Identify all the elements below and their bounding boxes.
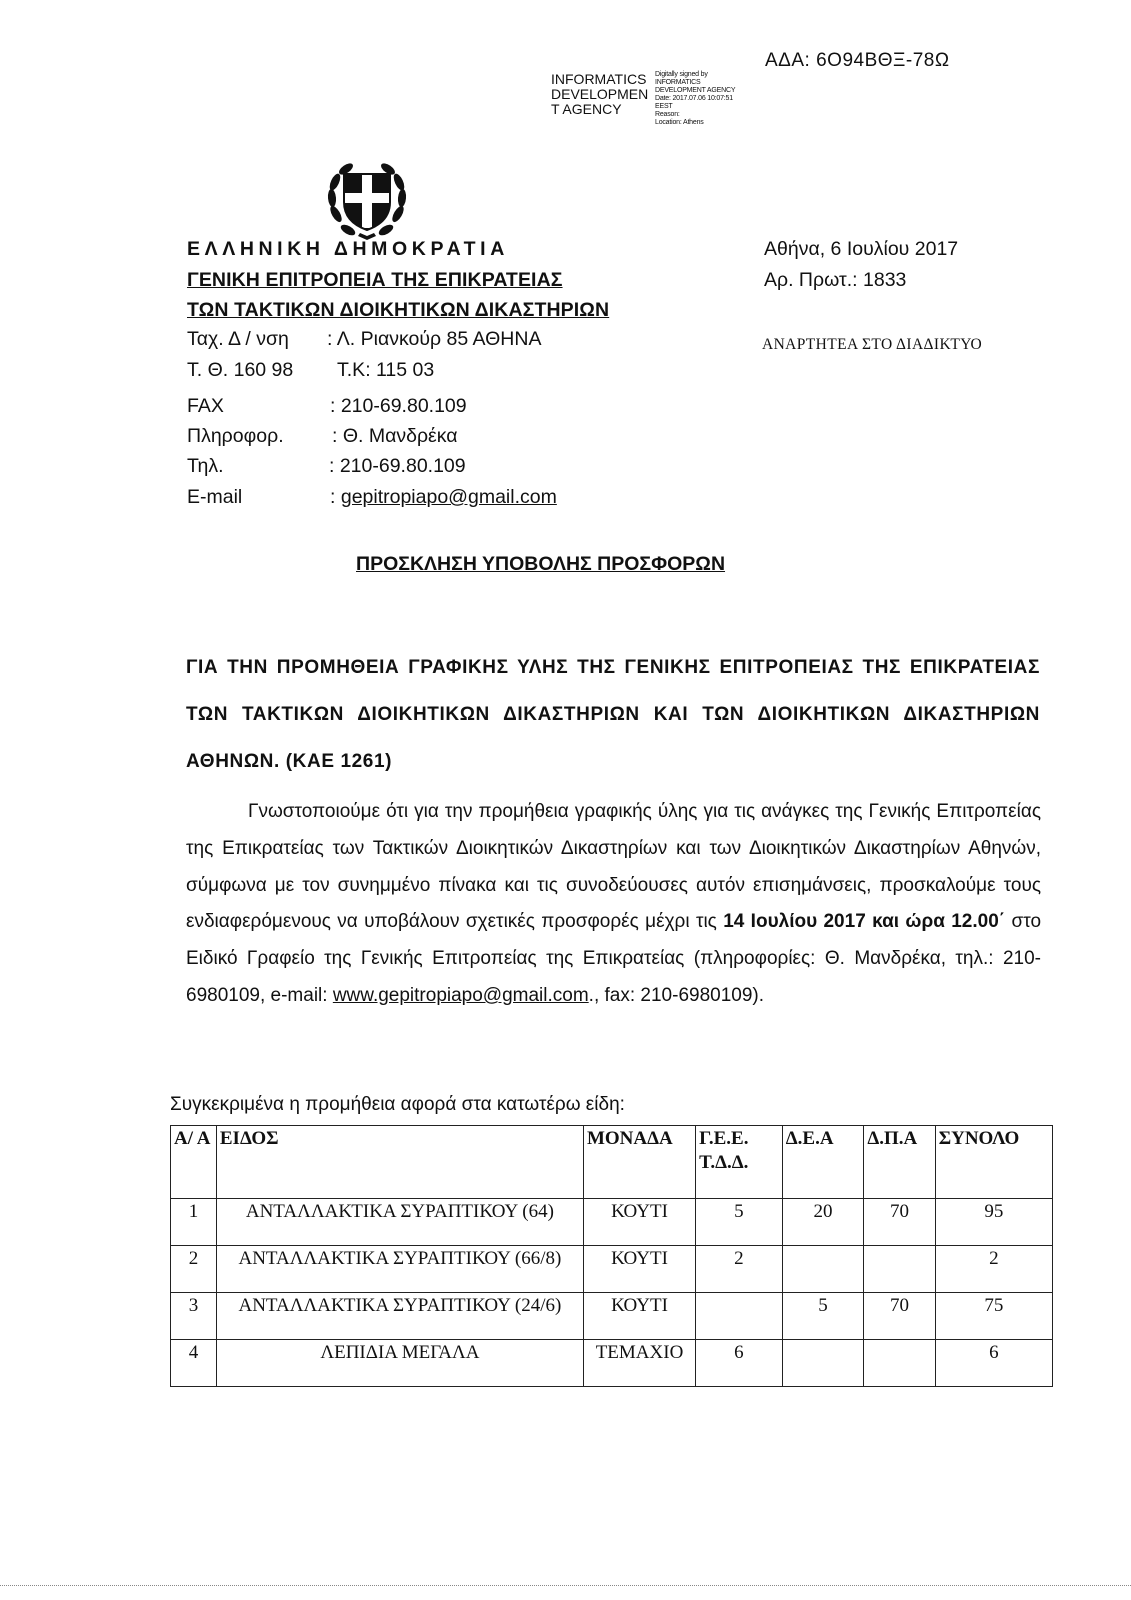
table-row (171, 1340, 1053, 1387)
cell-item: ΑΝΤΑΛΛΑΚΤΙΚΑ ΣΥΡΑΠΤΙΚΟΥ (66/8) (216, 1246, 583, 1293)
cell-unit: ΚΟΥΤΙ (583, 1246, 695, 1293)
cell-total: 6 (935, 1340, 1052, 1387)
cell-gee: 6 (696, 1340, 783, 1387)
cell-aa: 4 (171, 1340, 217, 1387)
table-header-row (171, 1126, 1053, 1199)
country-heading: ΕΛΛΗΝΙΚΗ ΔΗΜΟΚΡΑΤΙΑ (187, 238, 509, 260)
header-unit: ΜΟΝΑΔΑ (583, 1126, 695, 1199)
cell-total: 2 (935, 1246, 1052, 1293)
postal-code-value: Τ.Κ: 115 03 (337, 359, 435, 381)
phone-value: : 210-69.80.109 (329, 455, 466, 477)
email-colon: : (330, 486, 341, 508)
cell-unit: ΤΕΜΑΧΙΟ (583, 1340, 695, 1387)
header-dpa: Δ.Π.Α (864, 1126, 935, 1199)
header-total: ΣΥΝΟΛΟ (935, 1126, 1052, 1199)
info-label: Πληροφορ. (187, 425, 284, 447)
cell-dea: 5 (782, 1293, 864, 1340)
signer-line: DEVELOPMEN (551, 86, 649, 102)
signer-line: T AGENCY (551, 101, 622, 117)
cell-item: ΛΕΠΙΔΙΑ ΜΕΓΑΛΑ (216, 1340, 583, 1387)
signature-detail: EEST (655, 103, 673, 110)
table-row (171, 1199, 1053, 1246)
header-dea: Δ.Ε.Α (782, 1126, 864, 1199)
po-box-label: Τ. Θ. 160 98 (187, 359, 294, 381)
posting-notice: ΑΝΑΡΤΗΤΕΑ ΣΤΟ ΔΙΑΔΙΚΤΥΟ (762, 336, 983, 353)
header-aa: Α/ Α (171, 1126, 217, 1199)
body-text-part3: ., fax: 210-6980109). (588, 984, 765, 1006)
cell-gee (696, 1293, 783, 1340)
signature-detail: DEVELOPMENT AGENCY (655, 87, 736, 94)
scan-border-line (0, 1585, 1131, 1586)
document-date: Αθήνα, 6 Ιουλίου 2017 (764, 238, 959, 260)
header-item: ΕΙΔΟΣ (216, 1126, 583, 1199)
email-link[interactable]: gepitropiapo@gmail.com (340, 486, 557, 508)
cell-gee: 5 (696, 1199, 783, 1246)
digital-signature-signer (551, 72, 648, 117)
signature-detail: Location: Athens (655, 119, 704, 126)
deadline-text: 14 Ιουλίου 2017 και ώρα 12.00΄ (723, 911, 1006, 933)
signer-line: INFORMATICS (551, 71, 647, 87)
cell-item: ΑΝΤΑΛΛΑΚΤΙΚΑ ΣΥΡΑΠΤΙΚΟΥ (64) (216, 1199, 583, 1246)
ada-code: ΑΔΑ: 6Ο94ΒΘΞ-78Ω (765, 50, 950, 71)
signature-detail: Digitally signed by (655, 71, 708, 78)
cell-unit: ΚΟΥΤΙ (583, 1293, 695, 1340)
body-text-part1: Γνωστοποιούμε ότι για την προμήθεια γραφικής ύλης για τις ανάγκες της Γενικής Επιτροπείας της Επικρατείας των Τακτικών Διοικητικών Δικαστηρίων και των Διοικητικών Δικαστηρίων Αθηνών, σύμφωνα με τον συνημμένο πίνακα και τις συνοδεύουσες αυτόν επισημάνσεις, προσκαλούμε τους ενδιαφερόμενους να υποβάλουν σχετικές προσφορές μέχρι τις (186, 801, 1041, 933)
protocol-number: Αρ. Πρωτ.: 1833 (764, 269, 907, 291)
body-email-link[interactable]: www.gepitropiapo@gmail.com (332, 984, 589, 1006)
fax-label: FAX (187, 395, 224, 417)
address-value: : Λ. Ριανκούρ 85 ΑΘΗΝΑ (327, 328, 542, 350)
cell-dpa: 70 (864, 1199, 935, 1246)
table-intro: Συγκεκριμένα η προμήθεια αφορά στα κατωτέρω είδη: (170, 1094, 625, 1115)
cell-dpa: 70 (864, 1293, 935, 1340)
cell-aa: 2 (171, 1246, 217, 1293)
cell-total: 95 (935, 1199, 1052, 1246)
cell-dpa (864, 1246, 935, 1293)
cell-dpa (864, 1340, 935, 1387)
document-subject: ΓΙΑ ΤΗΝ ΠΡΟΜΗΘΕΙΑ ΓΡΑΦΙΚΗΣ ΥΛΗΣ ΤΗΣ ΓΕΝΙΚΗΣ ΕΠΙΤΡΟΠΕΙΑΣ ΤΗΣ ΕΠΙΚΡΑΤΕΙΑΣ ΤΩΝ ΤΑΚΤΙΚΩΝ ΔΙΟΙΚΗΤΙΚΩΝ ΔΙΚΑΣΤΗΡΙΩΝ ΚΑΙ ΤΩΝ ΔΙΟΙΚΗΤΙΚΩΝ ΔΙΚΑΣΤΗΡΙΩΝ ΑΘΗΝΩΝ. (ΚΑΕ 1261) (186, 657, 1040, 772)
cell-aa: 1 (171, 1199, 217, 1246)
signature-detail: Date: 2017.07.06 10:07:51 (655, 95, 733, 102)
header-gee: Γ.Ε.Ε. Τ.Δ.Δ. (696, 1126, 783, 1199)
body-text-part2: στο Ειδικό Γραφείο της Γενικής Επιτροπείας της Επικρατείας (πληροφορίες: Θ. Μανδρέκα, τηλ.: 210-6980109, e-mail: (186, 911, 1042, 1006)
authority-heading-line1: ΓΕΝΙΚΗ ΕΠΙΤΡΟΠΕΙΑ ΤΗΣ ΕΠΙΚΡΑΤΕΙΑΣ (187, 269, 563, 291)
cell-aa: 3 (171, 1293, 217, 1340)
body-paragraph (186, 794, 1041, 1015)
address-label: Ταχ. Δ / νση (187, 328, 289, 350)
table-row (171, 1246, 1053, 1293)
phone-label: Τηλ. (187, 455, 224, 477)
authority-heading-line2: ΤΩΝ ΤΑΚΤΙΚΩΝ ΔΙΟΙΚΗΤΙΚΩΝ ΔΙΚΑΣΤΗΡΙΩΝ (187, 299, 610, 321)
cell-unit: ΚΟΥΤΙ (583, 1199, 695, 1246)
email-line (330, 486, 557, 509)
signature-detail: Reason: (655, 111, 680, 118)
email-label: E-mail (187, 486, 243, 508)
cell-dea (782, 1246, 864, 1293)
greek-coat-of-arms-icon (324, 156, 410, 242)
cell-gee: 2 (696, 1246, 783, 1293)
document-title: ΠΡΟΣΚΛΗΣΗ ΥΠΟΒΟΛΗΣ ΠΡΟΣΦΟΡΩΝ (356, 553, 726, 575)
info-value: : Θ. Μανδρέκα (332, 425, 458, 447)
cell-dea: 20 (782, 1199, 864, 1246)
cell-total: 75 (935, 1293, 1052, 1340)
items-table (170, 1125, 1053, 1387)
fax-value: : 210-69.80.109 (330, 395, 467, 417)
digital-signature-details (655, 71, 735, 127)
cell-item: ΑΝΤΑΛΛΑΚΤΙΚΑ ΣΥΡΑΠΤΙΚΟΥ (24/6) (216, 1293, 583, 1340)
cell-dea (782, 1340, 864, 1387)
table-row (171, 1293, 1053, 1340)
signature-detail: INFORMATICS (655, 79, 701, 86)
